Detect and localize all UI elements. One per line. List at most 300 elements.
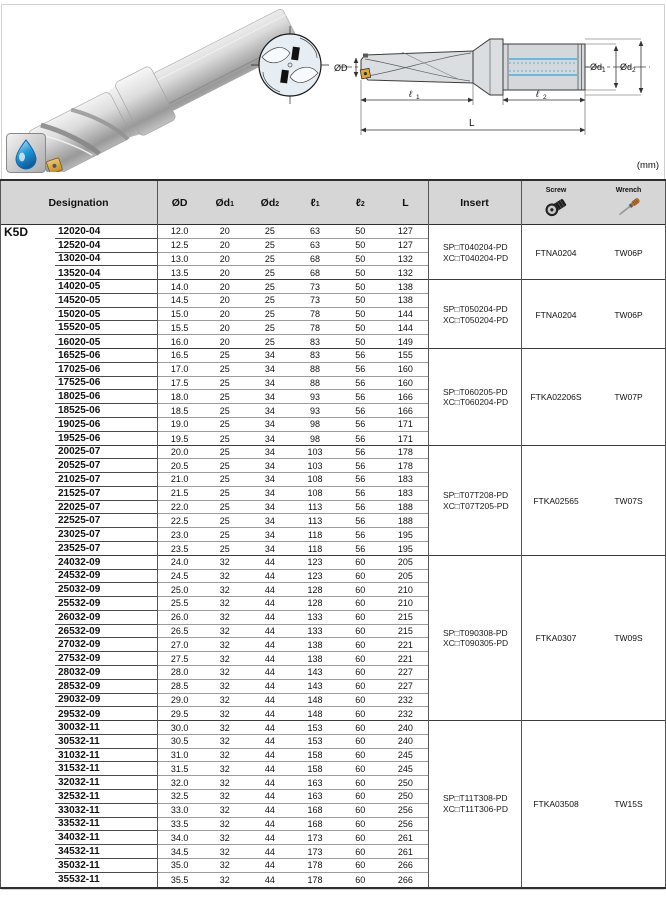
table-group (0, 556, 666, 721)
series-cell (0, 625, 55, 639)
dimension-cell: 21.5 (157, 487, 202, 501)
dimension-cell: 19.5 (170, 433, 189, 444)
dimension-cell: 22.0 (157, 501, 202, 515)
dimension-cell: 127 (383, 239, 428, 253)
dimension-cell: 34 (247, 459, 292, 473)
catalog-table (0, 179, 666, 889)
dimension-cell: 25 (202, 377, 247, 391)
dimension-cell: 14.5 (157, 294, 202, 308)
dimension-cell: 25 (247, 308, 292, 322)
insert-designation: XC□T040204-PD (443, 252, 509, 263)
dimension-cell: 155 (383, 349, 428, 363)
group-rows (0, 225, 428, 280)
dimension-cell: 83 (310, 337, 321, 348)
dim-header-L (383, 181, 428, 224)
dimension-cell: 32 (202, 804, 247, 818)
dimension-cell: 32 (202, 845, 247, 859)
dimension-cell: 215 (383, 611, 428, 625)
dimension-cell: 32.0 (157, 776, 202, 790)
dimension-cell: 195 (383, 528, 428, 542)
dimension-cell: 32 (202, 583, 247, 597)
table-row (0, 680, 428, 694)
designation-cell: 23025-07 (55, 528, 157, 542)
table-row (0, 473, 428, 487)
dimension-cell: 60 (338, 625, 383, 639)
dimension-cell: 256 (383, 804, 428, 818)
dimension-cell: 25 (264, 268, 275, 279)
dimension-cell: 98 (292, 418, 337, 432)
dimension-cell: 44 (247, 597, 292, 611)
table-row (0, 225, 428, 239)
dimension-cell: 25 (202, 487, 247, 501)
designation-cell: 20525-07 (55, 459, 157, 473)
series-cell (0, 404, 55, 418)
dimension-cell: 44 (247, 762, 292, 776)
dimension-cell: 215 (383, 625, 428, 639)
series-cell (0, 831, 55, 845)
dimension-cell: 98 (310, 433, 321, 444)
series-cell (0, 542, 55, 556)
table-row (0, 625, 428, 639)
series-cell (0, 680, 55, 694)
insert-designation: XC□T07T205-PD (443, 500, 509, 511)
dimension-cell: 20 (202, 239, 247, 253)
dimension-cell: 118 (307, 543, 323, 554)
dimension-cell: 29.5 (170, 709, 189, 720)
insert-designation: SP□T090308-PD (443, 627, 508, 638)
dimension-cell: 32 (202, 570, 247, 584)
dimension-cell: 50 (338, 321, 383, 335)
dimension-cell: 128 (292, 583, 337, 597)
table-row (0, 446, 428, 460)
dimension-cell: 73 (292, 294, 337, 308)
series-cell (0, 707, 55, 721)
dimension-cell: 50 (338, 280, 383, 294)
dimension-cell: 183 (383, 487, 428, 501)
dim-header-od1 (202, 181, 247, 224)
dimension-cell: 32 (202, 776, 247, 790)
table-row (0, 501, 428, 515)
dimension-cell: 178 (292, 859, 337, 873)
dimension-cell: 30.5 (157, 735, 202, 749)
series-cell (0, 749, 55, 763)
series-cell (0, 790, 55, 804)
dimension-cell: 148 (307, 709, 323, 720)
table-group (0, 721, 666, 886)
dimension-cell: 60 (338, 666, 383, 680)
series-cell (0, 239, 55, 253)
dimension-cell: 132 (397, 268, 413, 279)
dimension-cell: 60 (338, 859, 383, 873)
dimension-cell: 50 (338, 294, 383, 308)
table-row (0, 570, 428, 584)
dimension-cell: 132 (383, 253, 428, 267)
dimension-cell: 160 (383, 377, 428, 391)
designation-cell: 21525-07 (55, 487, 157, 501)
screw-cell: FTKA02206S (530, 392, 582, 403)
table-row (0, 253, 428, 267)
dimension-cell: 153 (292, 721, 337, 735)
screw-header (521, 181, 591, 224)
designation-cell: 35532-11 (58, 874, 100, 886)
dimension-cell: 56 (338, 390, 383, 404)
dimension-cell: 60 (355, 709, 366, 720)
table-row (0, 556, 428, 570)
series-cell (0, 597, 55, 611)
dimension-cell: 205 (383, 570, 428, 584)
dimension-cell: 44 (247, 666, 292, 680)
series-cell (0, 446, 55, 460)
dimension-cell: 138 (292, 638, 337, 652)
dimension-cell: 35.0 (157, 859, 202, 873)
dimension-cell: 32 (202, 680, 247, 694)
dimension-cell: 108 (292, 473, 337, 487)
dimension-cell: 60 (338, 680, 383, 694)
dim-label-od1: Ød (590, 62, 603, 72)
series-cell (0, 528, 55, 542)
designation-cell: 14020-05 (55, 280, 157, 294)
dimension-cell: 60 (338, 611, 383, 625)
table-row (0, 597, 428, 611)
dimension-cell: 240 (383, 721, 428, 735)
dimension-cell: 32 (202, 749, 247, 763)
table-row (0, 404, 428, 418)
series-cell (0, 556, 55, 570)
designation-cell: 35032-11 (55, 859, 157, 873)
series-label: K5D (4, 224, 29, 239)
designation-cell: 18025-06 (55, 390, 157, 404)
dimension-cell: 163 (292, 790, 337, 804)
table-row (0, 583, 428, 597)
screw-cell: FTNA0204 (535, 247, 577, 258)
dimension-cell: 60 (338, 762, 383, 776)
dimension-cell: 12.5 (157, 239, 202, 253)
table-row (0, 707, 428, 721)
dimension-cell: 13.5 (170, 268, 189, 279)
dimension-cell: 21.0 (157, 473, 202, 487)
dimension-cell: 32 (202, 721, 247, 735)
dimension-cell: 56 (338, 459, 383, 473)
dimension-cell: 25 (202, 390, 247, 404)
dimension-cell: 123 (292, 556, 337, 570)
dimension-cell: 210 (383, 597, 428, 611)
designation-cell: 19525-06 (58, 433, 101, 445)
dimension-cell: 32 (202, 652, 247, 666)
series-cell (0, 459, 55, 473)
series-cell (0, 804, 55, 818)
dimension-cell: 32.5 (157, 790, 202, 804)
dimension-cell: 25 (202, 404, 247, 418)
dimension-cell: 168 (292, 818, 337, 832)
table-row (0, 308, 428, 322)
dimension-cell: 34 (247, 514, 292, 528)
wrench-header (591, 181, 666, 224)
dim-header-l2 (338, 181, 383, 224)
dimension-cell: 188 (383, 501, 428, 515)
table-row (0, 666, 428, 680)
dimension-cell: 56 (338, 418, 383, 432)
dimension-cell: 25 (202, 514, 247, 528)
table-group (0, 349, 666, 445)
dimension-cell: 44 (247, 721, 292, 735)
dimension-cell: 103 (292, 459, 337, 473)
table-row (0, 542, 428, 556)
dimension-cell: 31.5 (157, 762, 202, 776)
dimension-cell: 56 (338, 377, 383, 391)
dimension-cell: 34 (247, 377, 292, 391)
insert-designation: SP□T11T308-PD (443, 793, 508, 804)
dimension-cell: 108 (292, 487, 337, 501)
series-cell (0, 377, 55, 391)
dim-header-l1 (293, 181, 338, 224)
table-row (0, 873, 428, 887)
dimension-cell: 44 (247, 818, 292, 832)
table-grid-line (428, 181, 429, 887)
dimension-cell: 56 (338, 446, 383, 460)
dimension-cell: 60 (338, 818, 383, 832)
dimension-cell: 56 (355, 433, 366, 444)
dimension-cell: 232 (383, 694, 428, 708)
dimension-cell: 22.5 (157, 514, 202, 528)
dimension-cell: 12.0 (157, 225, 202, 239)
designation-cell: 23525-07 (58, 543, 101, 555)
table-row (0, 845, 428, 859)
dimension-cell: 24.0 (157, 556, 202, 570)
dimension-cell: 56 (338, 514, 383, 528)
series-cell (0, 266, 55, 280)
insert-cell (428, 349, 521, 445)
designation-cell: 29032-09 (55, 694, 157, 708)
dimension-cell: 245 (383, 749, 428, 763)
dimension-cell: 25 (247, 239, 292, 253)
series-cell (0, 501, 55, 515)
dimension-cell: 20 (202, 253, 247, 267)
designation-cell: 20025-07 (55, 446, 157, 460)
dimension-cell: 32 (202, 790, 247, 804)
designation-cell: 30032-11 (55, 721, 157, 735)
dimension-cell: 88 (292, 363, 337, 377)
dimension-cell: 24.5 (157, 570, 202, 584)
dimension-cell: 25 (202, 459, 247, 473)
designation-cell: 21025-07 (55, 473, 157, 487)
dimension-cell: 88 (292, 377, 337, 391)
dimension-cell: 44 (247, 570, 292, 584)
dimension-cell: 44 (247, 804, 292, 818)
insert-designation: SP□T07T208-PD (443, 490, 509, 501)
dimension-cell: 25.0 (157, 583, 202, 597)
dimension-cell: 20 (202, 294, 247, 308)
table-row (0, 377, 428, 391)
insert-cell (428, 225, 521, 280)
dimension-cell: 44 (247, 845, 292, 859)
dimension-cell: 60 (355, 874, 366, 885)
dimension-cell: 113 (292, 501, 337, 515)
dimension-cell: 56 (338, 349, 383, 363)
group-rows (0, 721, 428, 886)
table-row (0, 294, 428, 308)
wrench-cell: TW06P (614, 247, 643, 258)
dim-header-od (157, 181, 202, 224)
dimension-cell: 15.0 (157, 308, 202, 322)
designation-cell: 19025-06 (55, 418, 157, 432)
dim-header-sub: 1 (230, 201, 234, 208)
dimension-cell: 60 (338, 652, 383, 666)
dimension-cell: 68 (292, 253, 337, 267)
table-row (0, 390, 428, 404)
insert-designation: XC□T090305-PD (443, 638, 509, 649)
designation-cell: 31532-11 (55, 762, 157, 776)
dimension-cell: 27.0 (157, 638, 202, 652)
dimension-cell: 19.0 (157, 418, 202, 432)
dimension-cell: 32 (202, 735, 247, 749)
table-row (0, 859, 428, 873)
dimension-cell: 44 (247, 831, 292, 845)
dimension-cell: 171 (397, 433, 413, 444)
dimension-cell: 28.5 (157, 680, 202, 694)
dimension-cell: 56 (355, 543, 366, 554)
designation-cell: 29532-09 (58, 708, 101, 720)
designation-cell: 27532-09 (55, 652, 157, 666)
coolant-drop-icon (6, 133, 46, 173)
table-group (0, 280, 666, 349)
insert-cell (428, 446, 521, 556)
designation-cell: 17025-06 (55, 363, 157, 377)
dimension-cell: 60 (338, 776, 383, 790)
dimension-cell: 73 (292, 280, 337, 294)
dimension-cell: 173 (292, 831, 337, 845)
series-cell (0, 349, 55, 363)
screw-cell: FTNA0204 (535, 309, 577, 320)
table-row (0, 749, 428, 763)
dim-header-main: Ød (260, 196, 276, 209)
dimension-cell: 68 (310, 268, 321, 279)
group-rows (0, 349, 428, 445)
table-row (0, 818, 428, 832)
designation-cell: 25532-09 (55, 597, 157, 611)
dimension-cell: 32 (202, 818, 247, 832)
series-cell (0, 570, 55, 584)
dimension-cell: 20 (202, 225, 247, 239)
dimension-cell: 195 (397, 543, 413, 554)
dim-label-l2: ℓ (536, 89, 539, 99)
dimension-cell: 60 (338, 721, 383, 735)
dimension-cell: 153 (292, 735, 337, 749)
designation-cell: 30532-11 (55, 735, 157, 749)
series-cell (0, 694, 55, 708)
dim-header-main: Ød (215, 196, 231, 209)
dimension-cell: 25 (264, 337, 275, 348)
series-cell (0, 762, 55, 776)
dimension-cell: 34 (247, 404, 292, 418)
dimension-cell: 15.5 (157, 321, 202, 335)
designation-cell: 34032-11 (55, 831, 157, 845)
dimension-cell: 20 (219, 268, 230, 279)
dimension-cell: 163 (292, 776, 337, 790)
dimension-cell: 144 (383, 308, 428, 322)
table-row (0, 528, 428, 542)
table-row (0, 418, 428, 432)
dimension-cell: 60 (338, 597, 383, 611)
dimension-cell: 63 (292, 239, 337, 253)
series-cell (0, 390, 55, 404)
dimension-cell: 20 (202, 321, 247, 335)
dimension-cell: 44 (264, 874, 275, 885)
dimension-cell: 50 (338, 308, 383, 322)
dimension-cell: 60 (338, 556, 383, 570)
table-row (0, 776, 428, 790)
insert-cell (428, 280, 521, 349)
dimension-cell: 60 (338, 583, 383, 597)
dimension-cell: 127 (383, 225, 428, 239)
dimension-cell: 56 (338, 487, 383, 501)
dimension-cell: 44 (247, 776, 292, 790)
dimension-cell: 25 (202, 418, 247, 432)
series-cell (0, 776, 55, 790)
dimension-cell: 143 (292, 680, 337, 694)
dimension-cell: 30.0 (157, 721, 202, 735)
dim-header-sub: 1 (315, 201, 320, 208)
dimension-cell: 205 (383, 556, 428, 570)
drill-front-view-diagram (248, 23, 332, 107)
dimension-cell: 34.0 (157, 831, 202, 845)
dim-label-od2-sub: 2 (632, 67, 636, 74)
table-row (0, 721, 428, 735)
dimension-cell: 23.5 (170, 543, 189, 554)
dimension-cell: 50 (355, 268, 366, 279)
screw-header-label: Screw (545, 186, 567, 194)
dimension-cell: 60 (338, 804, 383, 818)
designation-cell: 24532-09 (55, 570, 157, 584)
insert-designation: XC□T11T306-PD (443, 803, 508, 814)
dimension-cell: 25 (202, 446, 247, 460)
designation-cell: 33032-11 (55, 804, 157, 818)
dimension-cell: 32 (202, 638, 247, 652)
drill-dimension-diagram (332, 13, 662, 173)
table-grid-line (521, 181, 522, 887)
dimension-cell: 44 (247, 790, 292, 804)
dimension-cell: 227 (383, 680, 428, 694)
dimension-cell: 34 (247, 418, 292, 432)
wrench-header-label: Wrench (615, 186, 642, 194)
series-cell (0, 721, 55, 735)
screw-cell: FTKA03508 (533, 798, 579, 809)
dimension-cell: 25 (247, 294, 292, 308)
dim-header-sub: 2 (360, 201, 365, 208)
wrench-cell: TW07P (614, 392, 643, 403)
series-cell (0, 487, 55, 501)
wrench-icon (614, 195, 644, 219)
dimension-cell: 183 (383, 473, 428, 487)
dimension-cell: 34 (247, 528, 292, 542)
dimension-cell: 60 (338, 749, 383, 763)
dimension-cell: 256 (383, 818, 428, 832)
table-row (0, 280, 428, 294)
wrench-cell: TW15S (614, 798, 643, 809)
dimension-cell: 13.0 (157, 253, 202, 267)
designation-cell: 33532-11 (55, 818, 157, 832)
insert-designation: XC□T050204-PD (443, 314, 509, 325)
dimension-cell: 56 (338, 473, 383, 487)
screw-cell: FTKA02565 (533, 495, 579, 506)
dimension-cell: 25 (202, 501, 247, 515)
dimension-cell: 33.5 (157, 818, 202, 832)
designation-cell: 12520-04 (55, 239, 157, 253)
table-row (0, 321, 428, 335)
table-row (0, 762, 428, 776)
dimension-cell: 20.5 (157, 459, 202, 473)
dim-label-oD: ØD (334, 63, 348, 73)
dimension-cell: 32 (202, 556, 247, 570)
